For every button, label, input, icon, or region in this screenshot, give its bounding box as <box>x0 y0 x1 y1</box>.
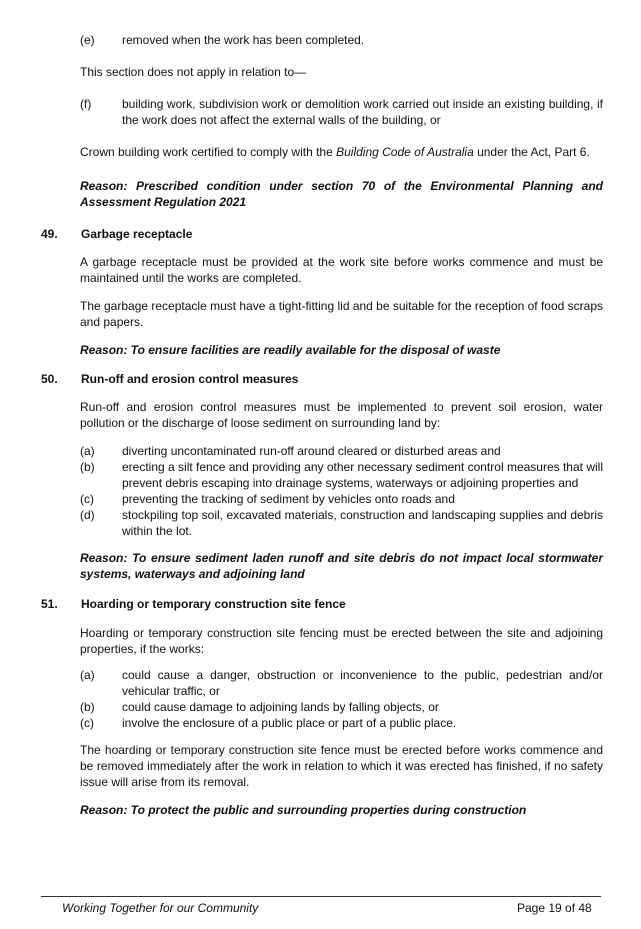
item-text: building work, subdivision work or demolition work carried out inside an existing building, if the work does not affect the external walls of the building, or <box>122 97 603 127</box>
item-label: (a) <box>80 668 95 682</box>
item-text: could cause damage to adjoining lands by falling objects, or <box>122 700 439 714</box>
reason-text: Reason: To ensure facilities are readily available for the disposal of waste <box>80 343 501 357</box>
section-number: 50. <box>41 372 58 386</box>
item-text: erecting a silt fence and providing any other necessary sediment control measures that will prevent debris escaping into drainage systems, waterways or adjoining properties and <box>122 460 603 490</box>
item-label: (b) <box>80 700 95 714</box>
section-heading <box>41 371 603 387</box>
item-label: (c) <box>80 716 94 730</box>
paragraph: Hoarding or temporary construction site fencing must be erected between the site and adjoining properties, if the works: <box>80 626 603 656</box>
page-number: Page 19 of 48 <box>517 901 592 915</box>
item-label: (f) <box>80 97 92 111</box>
paragraph: This section does not apply in relation to— <box>80 65 307 79</box>
reason-text: Reason: Prescribed condition under section 70 of the Environmental Planning and Assessment Regulation 2021 <box>80 179 603 209</box>
list-item <box>80 32 603 48</box>
item-text: could cause a danger, obstruction or inconvenience to the public, pedestrian and/or vehicular traffic, or <box>122 668 603 698</box>
paragraph <box>80 144 603 160</box>
paragraph: The garbage receptacle must have a tight-fitting lid and be suitable for the reception of food scraps and papers. <box>80 299 603 329</box>
list-item <box>80 491 603 507</box>
item-text: removed when the work has been completed. <box>122 33 365 47</box>
section-number: 49. <box>41 227 58 241</box>
section-title: Garbage receptacle <box>81 227 193 241</box>
list-item <box>80 507 603 539</box>
reason-text: Reason: To protect the public and surrounding properties during construction <box>80 803 527 817</box>
section-number: 51. <box>41 597 58 611</box>
list-item <box>80 715 603 731</box>
section-heading <box>41 226 603 242</box>
paragraph: Run-off and erosion control measures must be implemented to prevent soil erosion, water pollution or the discharge of loose sediment on surrounding land by: <box>80 400 603 430</box>
item-label: (b) <box>80 460 95 474</box>
item-label: (d) <box>80 508 95 522</box>
section-title: Hoarding or temporary construction site fence <box>81 597 346 611</box>
crown-text-post: under the Act, Part 6. <box>473 145 590 159</box>
section-title: Run-off and erosion control measures <box>81 372 299 386</box>
list-item <box>80 699 603 715</box>
item-label: (c) <box>80 492 94 506</box>
crown-text-pre: Crown building work certified to comply with the <box>80 145 337 159</box>
list-item <box>80 459 603 491</box>
list-item <box>80 667 603 699</box>
crown-text-italic: Building Code of Australia <box>336 145 474 159</box>
item-label: (e) <box>80 33 95 47</box>
item-text: preventing the tracking of sediment by vehicles onto roads and <box>122 492 455 506</box>
list-item <box>80 96 603 128</box>
footer-divider <box>41 896 601 897</box>
item-text: diverting uncontaminated run-off around cleared or disturbed areas and <box>122 444 501 458</box>
item-text: stockpiling top soil, excavated materials, construction and landscaping supplies and debris within the lot. <box>122 508 603 538</box>
paragraph: The hoarding or temporary construction site fence must be erected before works commence and be removed immediately after the work in relation to which it was erected has finished, if no safety issue will arise from its removal. <box>80 743 603 789</box>
item-label: (a) <box>80 444 95 458</box>
paragraph: A garbage receptacle must be provided at the work site before works commence and must be maintained until the works are completed. <box>80 255 603 285</box>
item-text: involve the enclosure of a public place or part of a public place. <box>122 716 457 730</box>
list-item <box>80 443 603 459</box>
footer-tagline: Working Together for our Community <box>62 901 259 915</box>
section-heading <box>41 596 603 612</box>
reason-text: Reason: To ensure sediment laden runoff and site debris do not impact local stormwater systems, waterways and adjoining land <box>80 551 603 581</box>
